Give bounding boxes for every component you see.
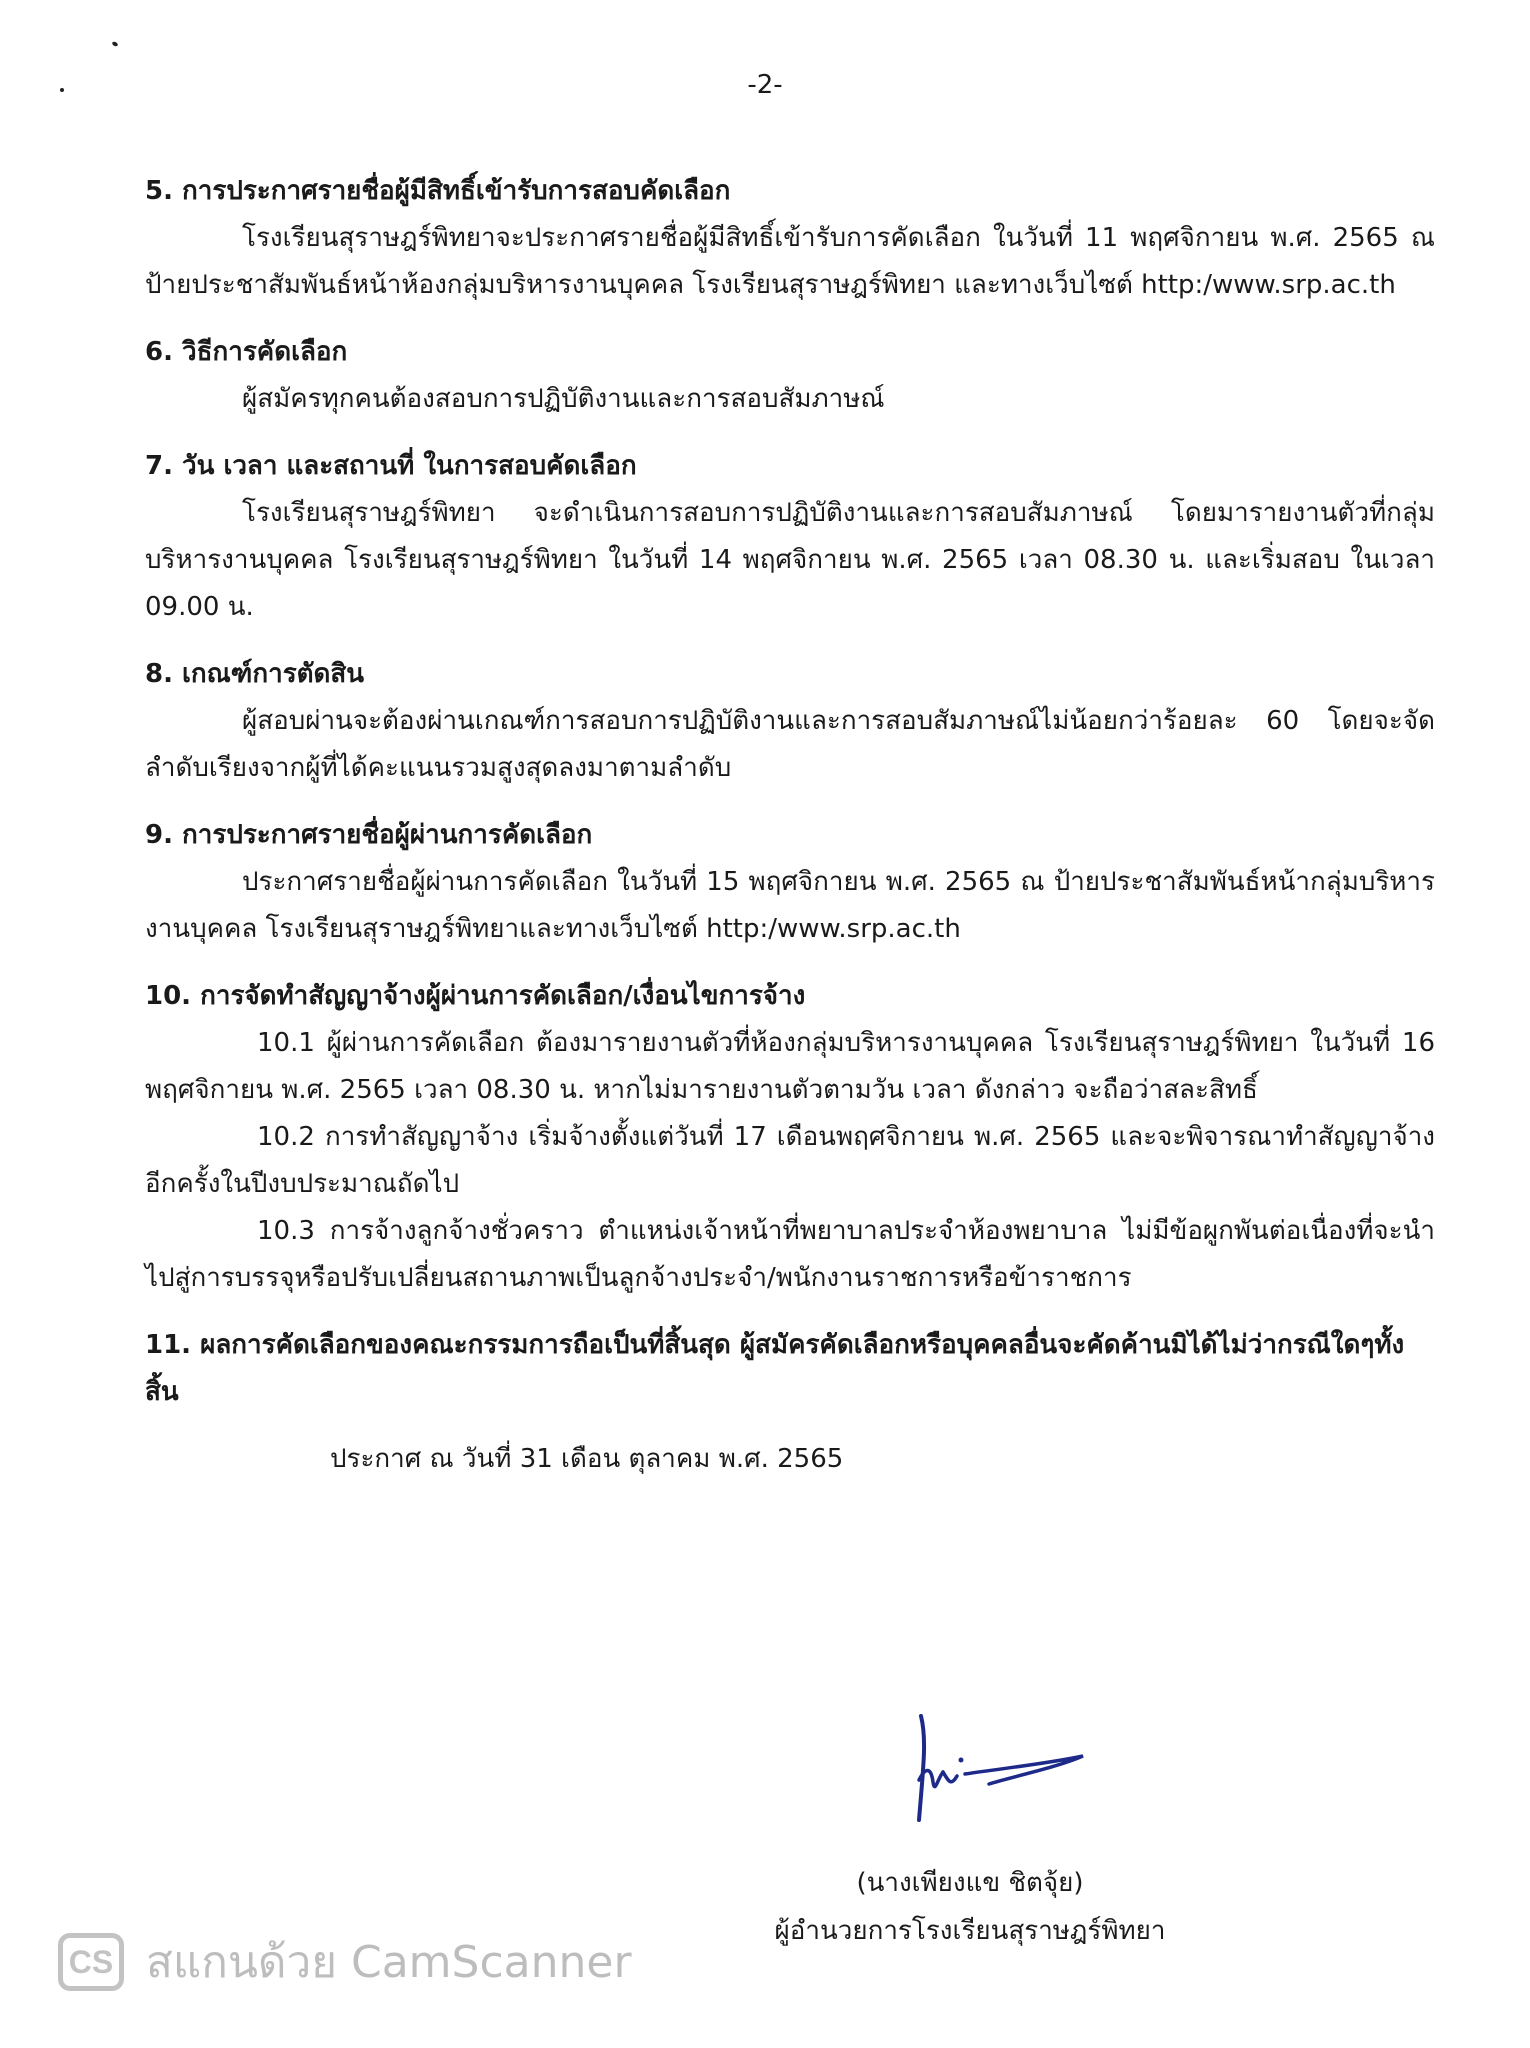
section-5 — [145, 168, 1435, 309]
scan-speck — [111, 41, 118, 47]
subsection-paragraph: 10.2 การทำสัญญาจ้าง เริ่มจ้างตั้งแต่วันที่ 17 เดือนพฤศจิกายน พ.ศ. 2565 และจะพิจารณาทำสัญญาจ้างอีกครั้งในปีงบประมาณถัดไป — [145, 1122, 1435, 1199]
section-paragraph: โรงเรียนสุราษฎร์พิทยา จะดำเนินการสอบการปฏิบัติงานและการสอบสัมภาษณ์ โดยมารายงานตัวที่กลุ่มบริหารงานบุคคล โรงเรียนสุราษฎร์พิทยา ในวันที่ 14 พฤศจิกายน พ.ศ. 2565 เวลา 08.30 น. และเริ่มสอบ ในเวลา 09.00 น. — [145, 498, 1435, 622]
section-heading: 7. วัน เวลา และสถานที่ ในการสอบคัดเลือก — [145, 451, 637, 481]
subsection-paragraph: 10.1 ผู้ผ่านการคัดเลือก ต้องมารายงานตัวที่ห้องกลุ่มบริหารงานบุคคล โรงเรียนสุราษฎร์พิทยา ในวันที่ 16 พฤศจิกายน พ.ศ. 2565 เวลา 08.30 น. หากไม่มารายงานตัวตามวัน เวลา ดังกล่าว จะถือว่าสละสิทธิ์ — [145, 1028, 1435, 1105]
section-9 — [145, 812, 1435, 953]
section-paragraph: ผู้สอบผ่านจะต้องผ่านเกณฑ์การสอบการปฏิบัติงานและการสอบสัมภาษณ์ไม่น้อยกว่าร้อยละ 60 โดยจะจัดลำดับเรียงจากผู้ที่ได้คะแนนรวมสูงสุดลงมาตามลำดับ — [145, 706, 1435, 783]
camscanner-watermark — [58, 1932, 632, 1992]
section-6 — [145, 329, 1435, 423]
signature-image — [905, 1710, 1095, 1830]
section-10 — [145, 973, 1435, 1302]
section-heading: 11. ผลการคัดเลือกของคณะกรรมการถือเป็นที่สิ้นสุด ผู้สมัครคัดเลือกหรือบุคคลอื่นจะคัดค้านมิได้ไม่ว่ากรณีใดๆทั้งสิ้น — [145, 1330, 1405, 1407]
section-paragraph: ผู้สมัครทุกคนต้องสอบการปฏิบัติงานและการสอบสัมภาษณ์ — [242, 384, 885, 414]
section-paragraph: ประกาศรายชื่อผู้ผ่านการคัดเลือก ในวันที่ 15 พฤศจิกายน พ.ศ. 2565 ณ ป้ายประชาสัมพันธ์หน้ากลุ่มบริหารงานบุคคล โรงเรียนสุราษฎร์พิทยาและทางเว็บไซต์ http:/www.srp.ac.th — [145, 867, 1435, 944]
section-heading: 8. เกณฑ์การตัดสิน — [145, 659, 365, 689]
document-body — [145, 168, 1435, 1483]
section-heading: 10. การจัดทำสัญญาจ้างผู้ผ่านการคัดเลือก/เงื่อนไขการจ้าง — [145, 981, 806, 1011]
section-7 — [145, 443, 1435, 631]
page-number: -2- — [747, 70, 783, 100]
section-heading: 6. วิธีการคัดเลือก — [145, 337, 348, 367]
section-heading: 9. การประกาศรายชื่อผู้ผ่านการคัดเลือก — [145, 820, 593, 850]
watermark-text: สแกนด้วย CamScanner — [146, 1937, 632, 1988]
camscanner-logo-icon: CS — [58, 1933, 124, 1991]
section-11 — [145, 1322, 1435, 1416]
section-paragraph: โรงเรียนสุราษฎร์พิทยาจะประกาศรายชื่อผู้มีสิทธิ์เข้ารับการคัดเลือก ในวันที่ 11 พฤศจิกายน พ.ศ. 2565 ณ ป้ายประชาสัมพันธ์หน้าห้องกลุ่มบริหารงานบุคคล โรงเรียนสุราษฎร์พิทยา และทางเว็บไซต์ http:/www.srp.ac.th — [145, 223, 1435, 300]
signer-name: (นางเพียงแข ชิตจุ้ย) — [856, 1868, 1084, 1898]
subsection-paragraph: 10.3 การจ้างลูกจ้างชั่วคราว ตำแหน่งเจ้าหน้าที่พยาบาลประจำห้องพยาบาล ไม่มีข้อผูกพันต่อเนื่องที่จะนำไปสู่การบรรจุหรือปรับเปลี่ยนสถานภาพเป็นลูกจ้างประจำ/พนักงานราชการหรือข้าราชการ — [145, 1216, 1435, 1293]
signer-title: ผู้อำนวยการโรงเรียนสุราษฎร์พิทยา — [774, 1916, 1166, 1946]
announcement-date: ประกาศ ณ วันที่ 31 เดือน ตุลาคม พ.ศ. 2565 — [330, 1444, 844, 1474]
section-heading: 5. การประกาศรายชื่อผู้มีสิทธิ์เข้ารับการสอบคัดเลือก — [145, 176, 731, 206]
section-8 — [145, 651, 1435, 792]
